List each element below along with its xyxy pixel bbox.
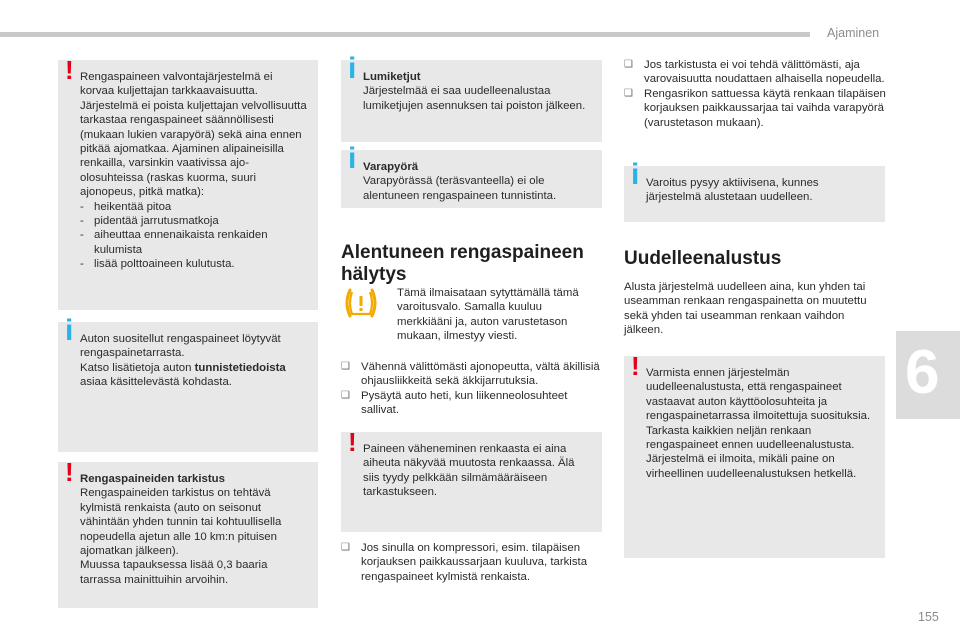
warning-text: Paineen väheneminen renkaasta ei aina aiheuta näkyvää muutosta renkaassa. Älä siis tyydy pelkkään silmämääräiseen tarkastukseen. [363, 443, 575, 499]
info-reference: Katso lisätietoja auton tunnistetiedoista asiaa käsittelevästä kohdasta. [80, 361, 286, 389]
section-title: Ajaminen [827, 26, 880, 40]
alert-actions-list [341, 360, 603, 418]
info-text: Auton suositellut rengaspaineet löytyvät rengaspainetarrasta. [80, 333, 281, 360]
info-icon: i [348, 142, 357, 175]
info-box-snow-chains [341, 52, 602, 142]
list-item: ❑ Jos sinulla on kompressori, esim. tilapäisen korjauksen paikkaussarjaan kuuluva, tarkista rengaspaineet kylmistä renkaista. [341, 542, 588, 583]
section-heading-alert: Alentuneen rengaspaineen hälytys [341, 242, 584, 285]
warning-box-check [58, 457, 318, 608]
checkbox-bullet-icon: ❑ [341, 389, 350, 401]
info-box-warning-active [624, 158, 885, 222]
warning-text-2: Muussa tapauksessa lisää 0,3 baaria tarrassa mainittuihin arvoihin. [80, 559, 268, 586]
info-title: Varapyörä [363, 161, 419, 173]
page-number: 155 [918, 610, 939, 624]
checkbox-bullet-icon: ❑ [624, 87, 633, 99]
checkbox-bullet-icon: ❑ [624, 59, 633, 70]
list-item: ❑ Vähennä välittömästi ajonopeutta, vältä äkillisiä ohjausliikkeitä sekä äkkijarrutuksia. [341, 361, 600, 388]
list-item: ❑ Pysäytä auto heti, kun liikenneolosuhteet sallivat. [341, 389, 568, 417]
tyre-pressure-warning-icon [342, 286, 380, 320]
compressor-list [341, 541, 603, 584]
info-icon: i [348, 52, 357, 85]
reset-description: Alusta järjestelmä uudelleen aina, kun yhden tai useamman renkaan rengaspainetta on muutettu sekä yhden tai useamman renkaan vaihdon jälkeen. [624, 281, 867, 337]
info-box-pressures [58, 314, 318, 452]
warning-text-2: Tarkasta kaikkien neljän renkaan rengaspaineet ennen uudelleenalustusta. Järjestelmä ei ilmoita, mikäli paine on virheellinen uudelleenalustuksen hetkellä. [646, 424, 857, 480]
info-text: Varapyörässä (teräsvanteella) ei ole alentuneen rengaspaineen tunnistinta. [363, 175, 557, 202]
section-heading-reset: Uudelleenalustus [624, 248, 782, 269]
checkbox-bullet-icon: ❑ [341, 361, 350, 372]
list-item: - aiheuttaa ennenaikaista renkaiden kulumista [80, 229, 268, 256]
effects-list [80, 200, 308, 272]
warning-text: Varmista ennen järjestelmän uudelleenalustusta, että rengaspaineet vastaavat auton käyttöolosuhteita ja rengaspainetarrassa ilmoitettuja suosituksia. [646, 367, 871, 423]
header-bar [0, 32, 480, 37]
warning-box-visual-check [341, 427, 602, 532]
info-box-spare-wheel [341, 142, 602, 208]
list-item: - pidentää jarrutusmatkoja [80, 215, 219, 228]
warning-text: Rengaspaineen valvontajärjestelmä ei korvaa kuljettajan tarkkaavaisuutta. Järjestelmä ei poista kuljettajan velvollisuutta tarkastaa rengaspaineet säännöllisesti (mukaan lukien varapyörä) sekä aina ennen pitkää ajomatkaa. Ajaminen alipaineisilla renkailla, varsinkin vaativissa ajo-olosuhteissa (raskas kuorma, suuri ajonopeus, pitkä matka): [80, 71, 307, 199]
warning-icon: ! [65, 55, 74, 85]
warning-icon: ! [65, 457, 74, 487]
warning-box-monitoring [58, 55, 318, 310]
info-text: Varoitus pysyy aktiivisena, kunnes järjestelmä alustetaan uudelleen. [646, 177, 819, 204]
info-icon: i [631, 158, 640, 191]
warning-text: Rengaspaineiden tarkistus on tehtävä kylmistä renkaista (auto on seisonut vähintään yhden tunnin tai kohtuullisella nopeudella ajetun alle 10 km:n pituisen ajomatkan jälkeen). [80, 487, 282, 558]
warning-box-reset [624, 351, 885, 558]
warning-icon: ! [348, 427, 357, 457]
alert-description: Tämä ilmaisataan sytyttämällä tämä varoitusvalo. Samalla kuuluu merkkiääni ja, auton varustetason mukaan, ilmestyy viesti. [397, 287, 579, 343]
checkbox-bullet-icon: ❑ [341, 542, 350, 553]
chapter-number: 6 [905, 338, 940, 407]
driving-actions-list [624, 58, 886, 130]
info-icon: i [65, 314, 74, 347]
list-item: - lisää polttoaineen kulutusta. [80, 258, 235, 271]
info-title: Lumiketjut [363, 71, 421, 83]
list-item: ❑ Rengasrikon sattuessa käytä renkaan tilapäisen korjauksen paikkaussarjaa tai vaihda varapyörä (varustetason mukaan). [624, 87, 886, 129]
list-item: ❑ Jos tarkistusta ei voi tehdä välittömästi, aja varovaisuutta noudattaen alhaisella nopeudella. [624, 59, 885, 86]
header-bar-right [480, 32, 810, 37]
list-item: - heikentää pitoa [80, 200, 172, 213]
info-text: Järjestelmää ei saa uudelleenalustaa lumiketjujen asennuksen tai poiston jälkeen. [363, 85, 586, 112]
warning-icon: ! [631, 351, 640, 381]
warning-title: Rengaspaineiden tarkistus [80, 473, 225, 485]
